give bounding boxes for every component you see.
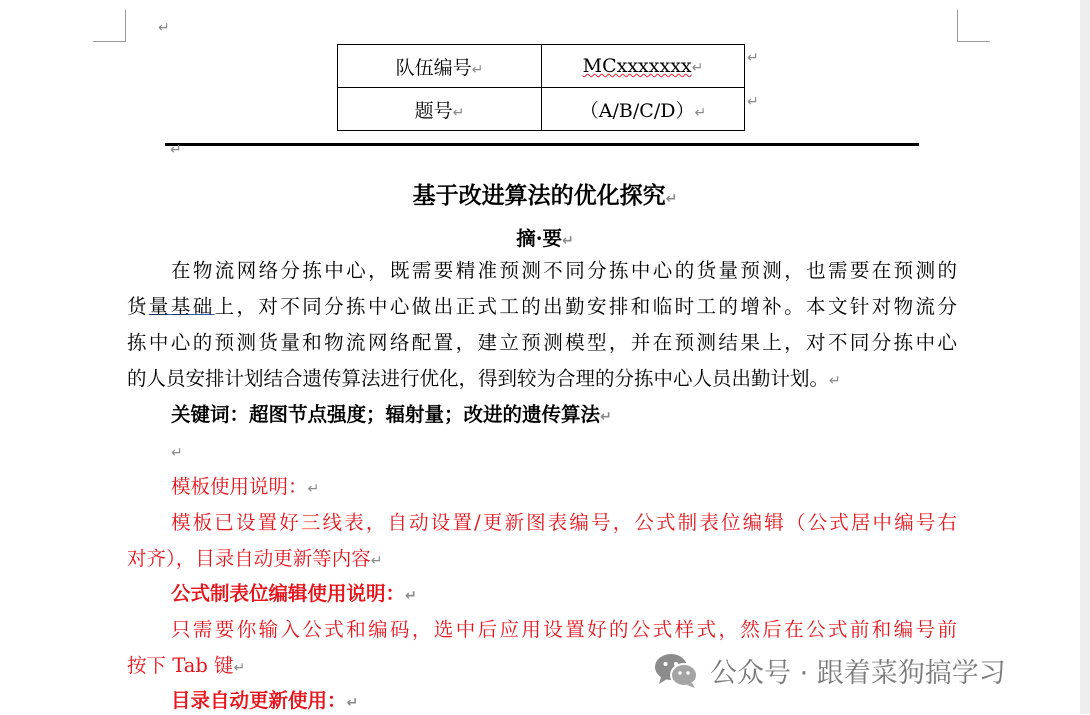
template-desc-line[interactable]: 对齐），目录自动更新等内容↵	[127, 547, 383, 570]
abstract-line[interactable]: 拣中心的预测货量和物流网络配置，建立预测模型，并在预测结果上，对不同分拣中心	[127, 331, 957, 354]
grammar-underline: 量基础	[148, 295, 215, 318]
table-row	[338, 88, 745, 131]
abstract-line[interactable]: 在物流网络分拣中心，既需要精准预测不同分拣中心的货量预测，也需要在预测的	[171, 259, 957, 282]
document-title[interactable]: 基于改进算法的优化探究↵	[412, 182, 678, 209]
table-row	[338, 45, 745, 88]
crop-mark-top-left-vertical	[125, 10, 126, 42]
header-rule	[165, 143, 919, 146]
formula-desc-line[interactable]: 按下 Tab 键↵	[127, 654, 246, 677]
abstract-line[interactable]: 货量基础上，对不同分拣中心做出正式工的出勤安排和临时工的增补。本文针对物流分	[127, 295, 957, 318]
team-number-value-cell[interactable]: MCxxxxxxx↵	[542, 45, 745, 88]
crop-mark-top-left-horizontal	[93, 41, 126, 42]
problem-number-value: （A/B/C/D）	[579, 99, 695, 122]
problem-number-value-cell[interactable]: （A/B/C/D）↵	[542, 88, 745, 131]
abstract-heading[interactable]: 摘·要↵	[516, 227, 574, 250]
row-end-mark: ↵	[747, 94, 759, 110]
watermark-text: 公众号 · 跟着菜狗搞学习	[710, 657, 1006, 689]
crop-mark-top-right-horizontal	[957, 41, 990, 42]
team-number-value: MCxxxxxxx	[582, 55, 692, 77]
formula-desc-line[interactable]: 只需要你输入公式和编码，选中后应用设置好的公式样式，然后在公式前和编号前	[171, 618, 957, 641]
template-desc-line[interactable]: 模板已设置好三线表，自动设置/更新图表编号，公式制表位编辑（公式居中编号右	[171, 511, 957, 534]
keywords-line[interactable]: 关键词：超图节点强度；辐射量；改进的遗传算法↵	[171, 403, 612, 426]
toc-heading[interactable]: 目录自动更新使用：↵	[171, 689, 359, 712]
watermark	[652, 650, 1062, 690]
crop-mark-top-right-vertical	[957, 10, 958, 42]
paragraph-mark: ↵	[170, 142, 182, 158]
formula-heading[interactable]: 公式制表位编辑使用说明：↵	[171, 582, 417, 605]
problem-number-label-cell[interactable]: 题号↵	[338, 88, 542, 131]
abstract-line[interactable]: 的人员安排计划结合遗传算法进行优化，得到较为合理的分拣中心人员出勤计划。↵	[127, 367, 841, 390]
paragraph-mark-top: ↵	[158, 20, 170, 36]
team-number-label-cell[interactable]: 队伍编号↵	[338, 45, 542, 88]
right-scroll-gutter	[1080, 0, 1090, 714]
wechat-icon	[652, 650, 700, 690]
empty-paragraph[interactable]: ↵	[171, 445, 183, 461]
team-info-table	[337, 44, 745, 131]
template-heading[interactable]: 模板使用说明：↵	[171, 475, 320, 498]
row-end-mark: ↵	[747, 50, 759, 66]
